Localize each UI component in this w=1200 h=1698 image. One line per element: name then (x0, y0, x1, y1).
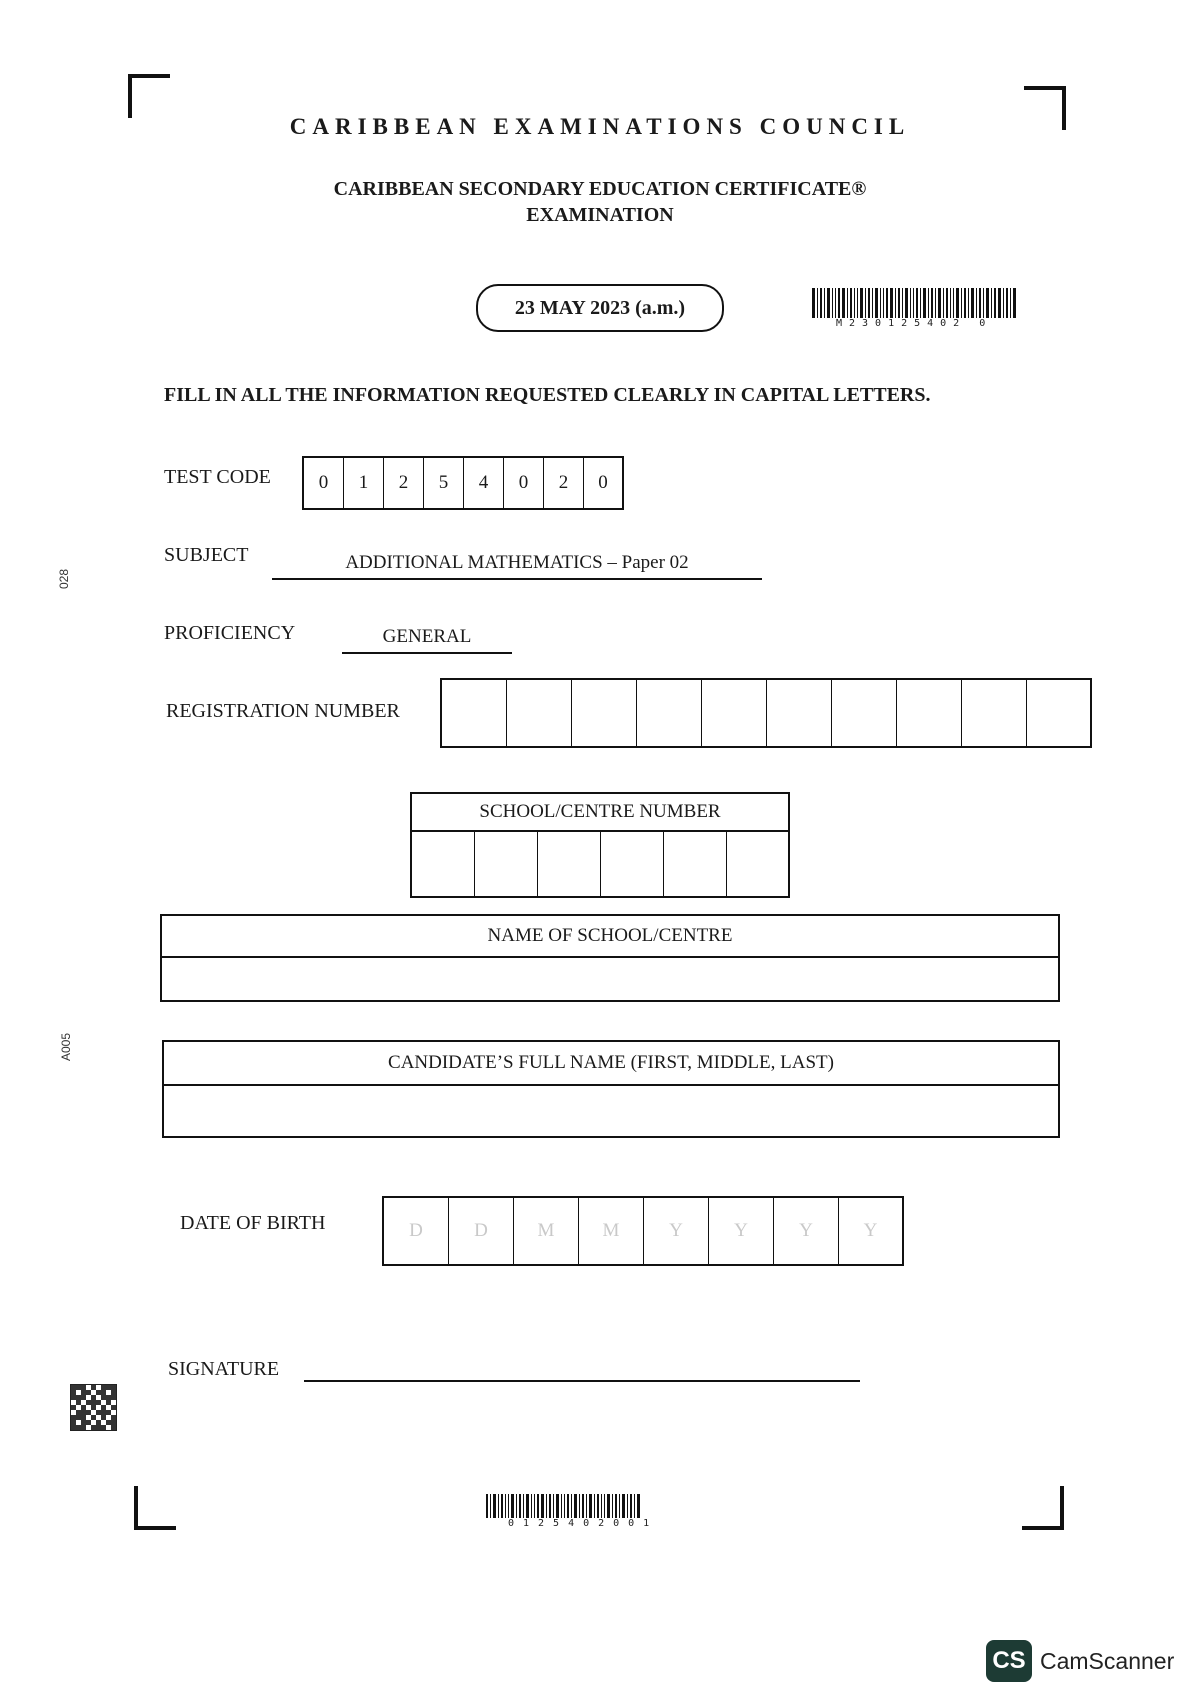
candidate-name-field[interactable] (164, 1086, 1058, 1136)
test-code-digit: 1 (344, 458, 384, 508)
bottom-barcode-number: 0125402001 (508, 1518, 659, 1529)
school-centre-number-label: SCHOOL/CENTRE NUMBER (412, 794, 788, 832)
registration-cell[interactable] (1027, 680, 1090, 746)
registration-cell[interactable] (637, 680, 702, 746)
test-code-digit: 0 (504, 458, 544, 508)
corner-mark-top-left (128, 74, 170, 118)
registration-cell[interactable] (702, 680, 767, 746)
school-centre-cell[interactable] (601, 832, 664, 896)
dob-cell-month[interactable]: M (514, 1198, 579, 1264)
registration-cell[interactable] (832, 680, 897, 746)
registration-cell[interactable] (897, 680, 962, 746)
test-code-boxes (302, 456, 624, 510)
test-code-digit: 2 (544, 458, 584, 508)
dob-cell-day[interactable]: D (449, 1198, 514, 1264)
exam-date: 23 MAY 2023 (a.m.) (476, 284, 724, 332)
registration-cell[interactable] (572, 680, 637, 746)
dob-cell-year[interactable]: Y (644, 1198, 709, 1264)
school-centre-cell[interactable] (412, 832, 475, 896)
examination-line: EXAMINATION (526, 204, 674, 226)
top-barcode (812, 288, 1018, 329)
barcode-icon (812, 288, 1018, 318)
council-title: CARIBBEAN EXAMINATIONS COUNCIL (289, 114, 911, 139)
school-name-field[interactable] (162, 958, 1058, 1000)
subject-value: ADDITIONAL MATHEMATICS – Paper 02 (272, 552, 762, 580)
dob-cell-year[interactable]: Y (709, 1198, 774, 1264)
proficiency-value: GENERAL (342, 626, 512, 654)
test-code-digit: 0 (598, 472, 608, 493)
registration-cell[interactable] (442, 680, 507, 746)
corner-mark-bottom-right (1022, 1486, 1064, 1530)
barcode-icon (486, 1494, 658, 1518)
school-centre-cell[interactable] (727, 832, 788, 896)
certificate-title (0, 176, 1200, 228)
dob-cell-year[interactable]: Y (863, 1220, 878, 1241)
school-name-label: NAME OF SCHOOL/CENTRE (162, 916, 1058, 958)
test-code-digit: 4 (464, 458, 504, 508)
registration-cell[interactable] (507, 680, 572, 746)
instruction-text: FILL IN ALL THE INFORMATION REQUESTED CLEARLY IN CAPITAL LETTERS. (164, 384, 931, 406)
registration-number-boxes[interactable] (440, 678, 1092, 748)
dob-cell-month[interactable]: M (579, 1198, 644, 1264)
school-centre-cell[interactable] (664, 832, 727, 896)
certificate-line: CARIBBEAN SECONDARY EDUCATION CERTIFICATE® (333, 178, 867, 200)
test-code-label: TEST CODE (164, 466, 271, 488)
camscanner-brand: CamScanner (1040, 1648, 1175, 1674)
corner-mark-bottom-left (134, 1486, 176, 1530)
test-code-digit: 5 (424, 458, 464, 508)
school-name-box (160, 914, 1060, 1002)
school-centre-cell[interactable] (538, 832, 601, 896)
subject-label: SUBJECT (164, 544, 249, 566)
bottom-barcode (486, 1494, 658, 1529)
dob-cell-day[interactable]: D (384, 1198, 449, 1264)
dob-cell-year[interactable]: Y (774, 1198, 839, 1264)
proficiency-label: PROFICIENCY (164, 622, 296, 644)
side-code-bottom: A005 (59, 1032, 74, 1062)
qr-code-icon (70, 1384, 117, 1431)
side-code-top: 028 (57, 568, 72, 590)
test-code-digit: 0 (304, 458, 344, 508)
school-centre-number-box (410, 792, 790, 898)
registration-cell[interactable] (962, 680, 1027, 746)
top-barcode-number: M230125402 0 (836, 318, 993, 329)
registration-cell[interactable] (767, 680, 832, 746)
school-centre-cell[interactable] (475, 832, 538, 896)
signature-label: SIGNATURE (168, 1358, 280, 1380)
school-centre-number-cells[interactable] (412, 832, 788, 896)
camscanner-logo-icon: CS (986, 1640, 1032, 1682)
candidate-name-box (162, 1040, 1060, 1138)
registration-label: REGISTRATION NUMBER (166, 700, 400, 722)
test-code-digit: 2 (384, 458, 424, 508)
candidate-name-label: CANDIDATE’S FULL NAME (FIRST, MIDDLE, LAST) (164, 1042, 1058, 1086)
date-of-birth-label: DATE OF BIRTH (180, 1212, 326, 1234)
date-of-birth-boxes[interactable] (382, 1196, 904, 1266)
signature-line[interactable] (304, 1380, 860, 1382)
